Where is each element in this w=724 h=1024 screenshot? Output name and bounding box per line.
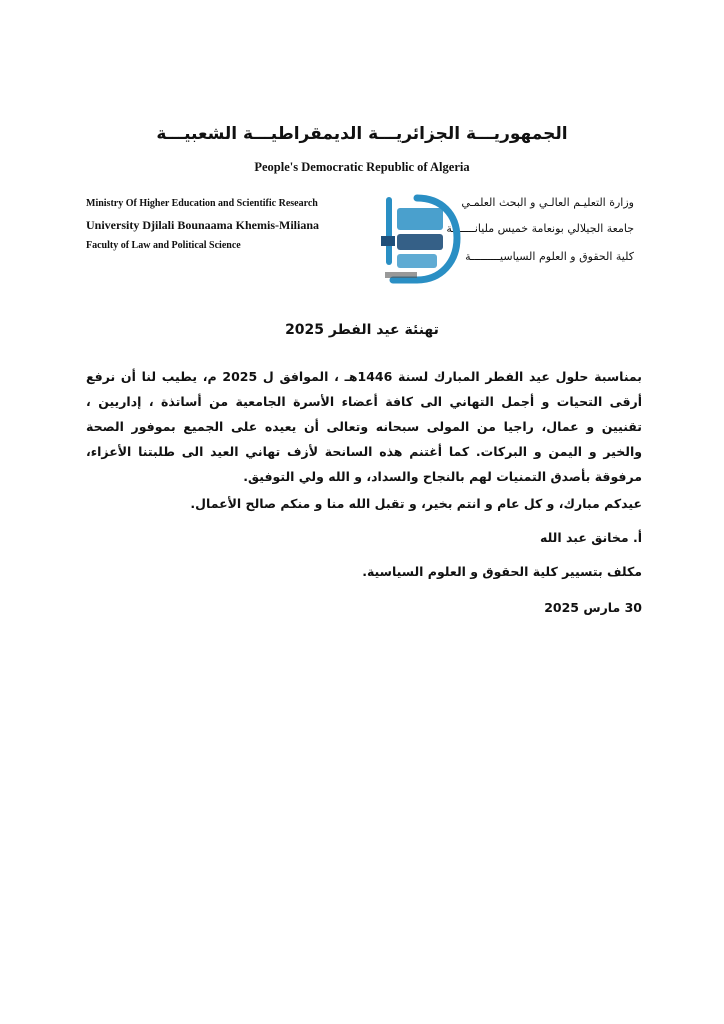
letter-body <box>86 364 642 489</box>
signer-role: مكلف بتسيير كلية الحقوق و العلوم السياسية. <box>362 564 642 579</box>
country-title-english: People's Democratic Republic of Algeria <box>254 160 470 174</box>
signer-name: أ. مخانق عبد الله <box>539 530 642 545</box>
country-title-arabic: الجمهوريـــة الجزائريـــة الديمقراطيـــة الشعبيـــة <box>156 124 568 144</box>
faculty-english: Faculty of Law and Political Science <box>86 240 241 251</box>
university-arabic: جامعة الجيلالي بونعامة خميس مليانـــــــة <box>446 222 634 235</box>
ministry-arabic: وزارة التعليـم العالـي و البحث العلمـي <box>461 196 634 209</box>
letter-paragraph: بمناسبة حلول عيد الفطر المبارك لسنة 1446هـ ، الموافق ل 2025 م، يطيب لنا أن نرفع أرقى التحيات و أجمل التهاني الى كافة أعضاء الأسرة الجامعية من أساتذة ، إداريين ، تقنيين و عمال، راجيا من المولى سبحانه وتعالى أن يعيده على الجميع بموفور الصحة والخير و اليمن و البركات. كما أغتنم هذه السانحة لأزف تهاني العيد الى طلبتنا الأعزاء، مرفوقة بأصدق التمنيات لهم بالنجاح والسداد، و الله ولي التوفيق. <box>86 369 642 484</box>
letter-heading: تهنئة عيد الفطر 2025 <box>285 322 439 338</box>
letter-wish: عيدكم مبارك، و كل عام و انتم بخير، و تقبل الله منا و منكم صالح الأعمال. <box>190 496 642 511</box>
faculty-arabic: كلية الحقوق و العلوم السياسيـــــــــة <box>465 250 634 263</box>
ministry-english: Ministry Of Higher Education and Scientific Research <box>86 198 318 209</box>
university-english: University Djilali Bounaama Khemis-Miliana <box>86 218 320 232</box>
letter-date: 30 مارس 2025 <box>544 600 642 615</box>
university-logo-icon <box>371 192 463 286</box>
